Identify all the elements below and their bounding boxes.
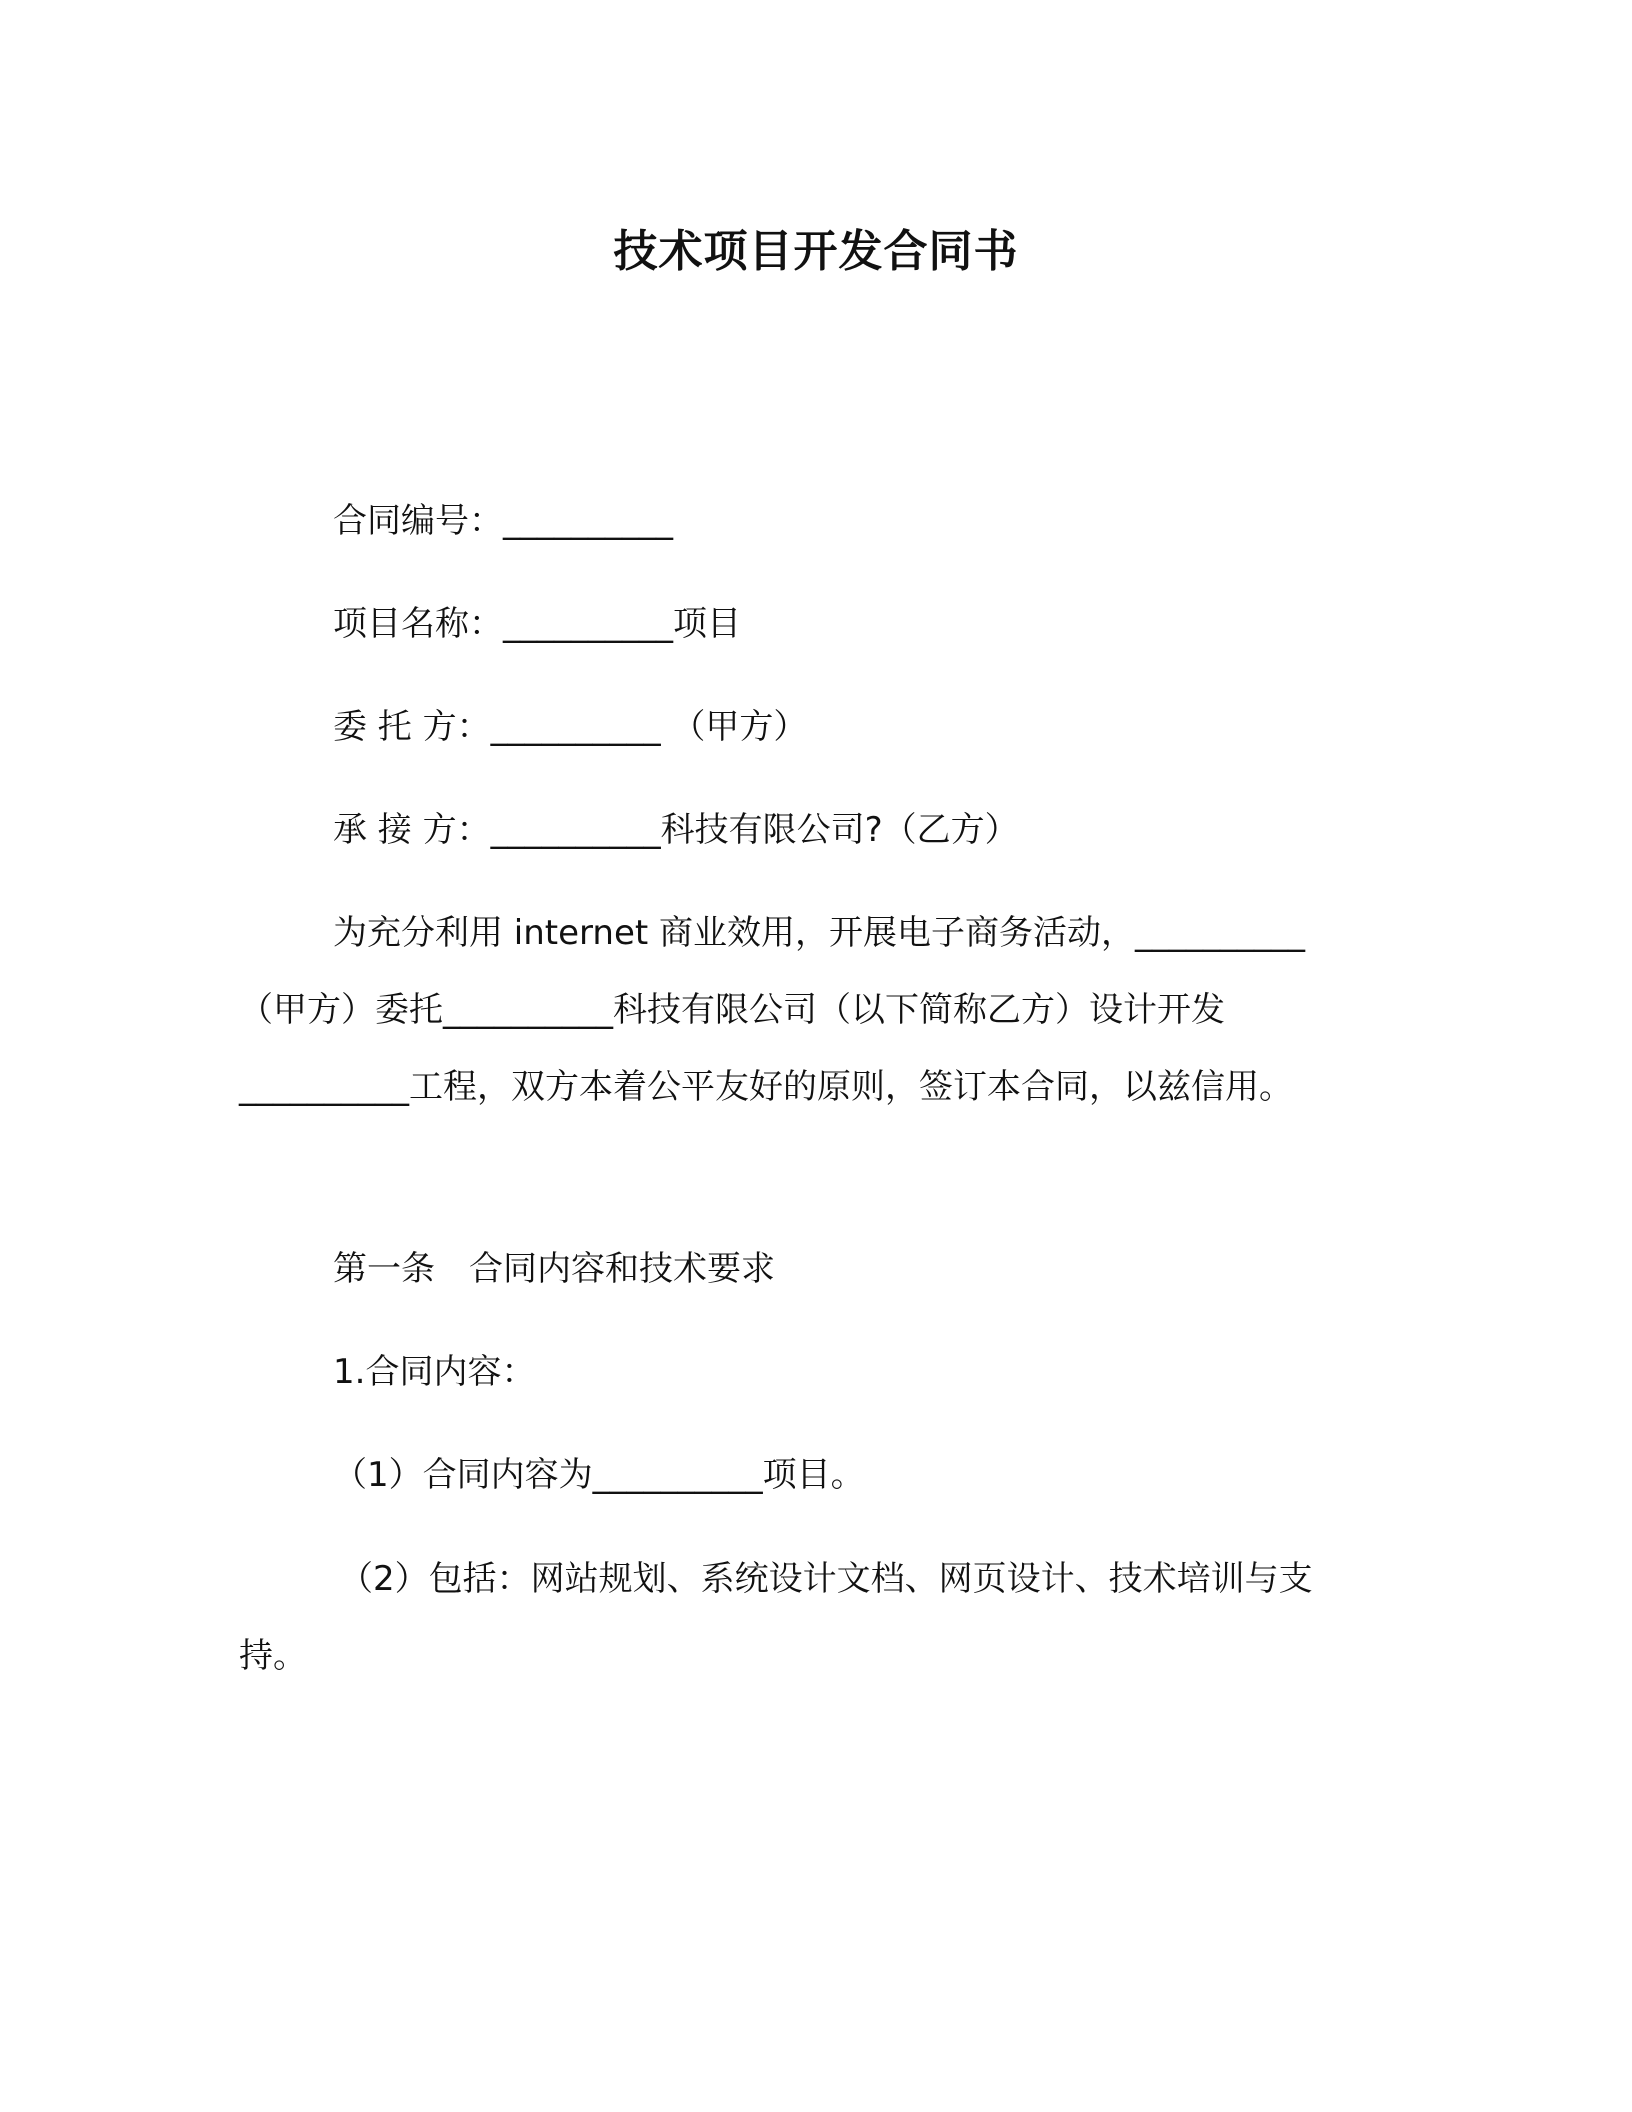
contractor-party-field: 承 接 方：__________科技有限公司?（乙方）	[333, 810, 1019, 850]
document-title: 技术项目开发合同书	[613, 226, 1019, 277]
contract-content-item-1: （1）合同内容为__________项目。	[333, 1455, 865, 1495]
article-1-heading: 第一条 合同内容和技术要求	[333, 1249, 775, 1289]
client-party-field: 委 托 方：__________ （甲方）	[333, 707, 808, 747]
project-name-field: 项目名称：__________项目	[333, 604, 741, 644]
contract-content-item-2: （2）包括：网站规划、系统设计文档、网页设计、技术培训与支持。	[239, 1559, 1313, 1676]
section-1-heading: 1.合同内容：	[333, 1352, 536, 1392]
preamble-paragraph: 为充分利用 internet 商业效用，开展电子商务活动，__________（甲方）委托__________科技有限公司（以下简称乙方）设计开发__________工程，双方本着公平友好的原则，签订本合同，以兹信用。	[239, 913, 1306, 1107]
contract-number-field: 合同编号：__________	[333, 501, 673, 541]
